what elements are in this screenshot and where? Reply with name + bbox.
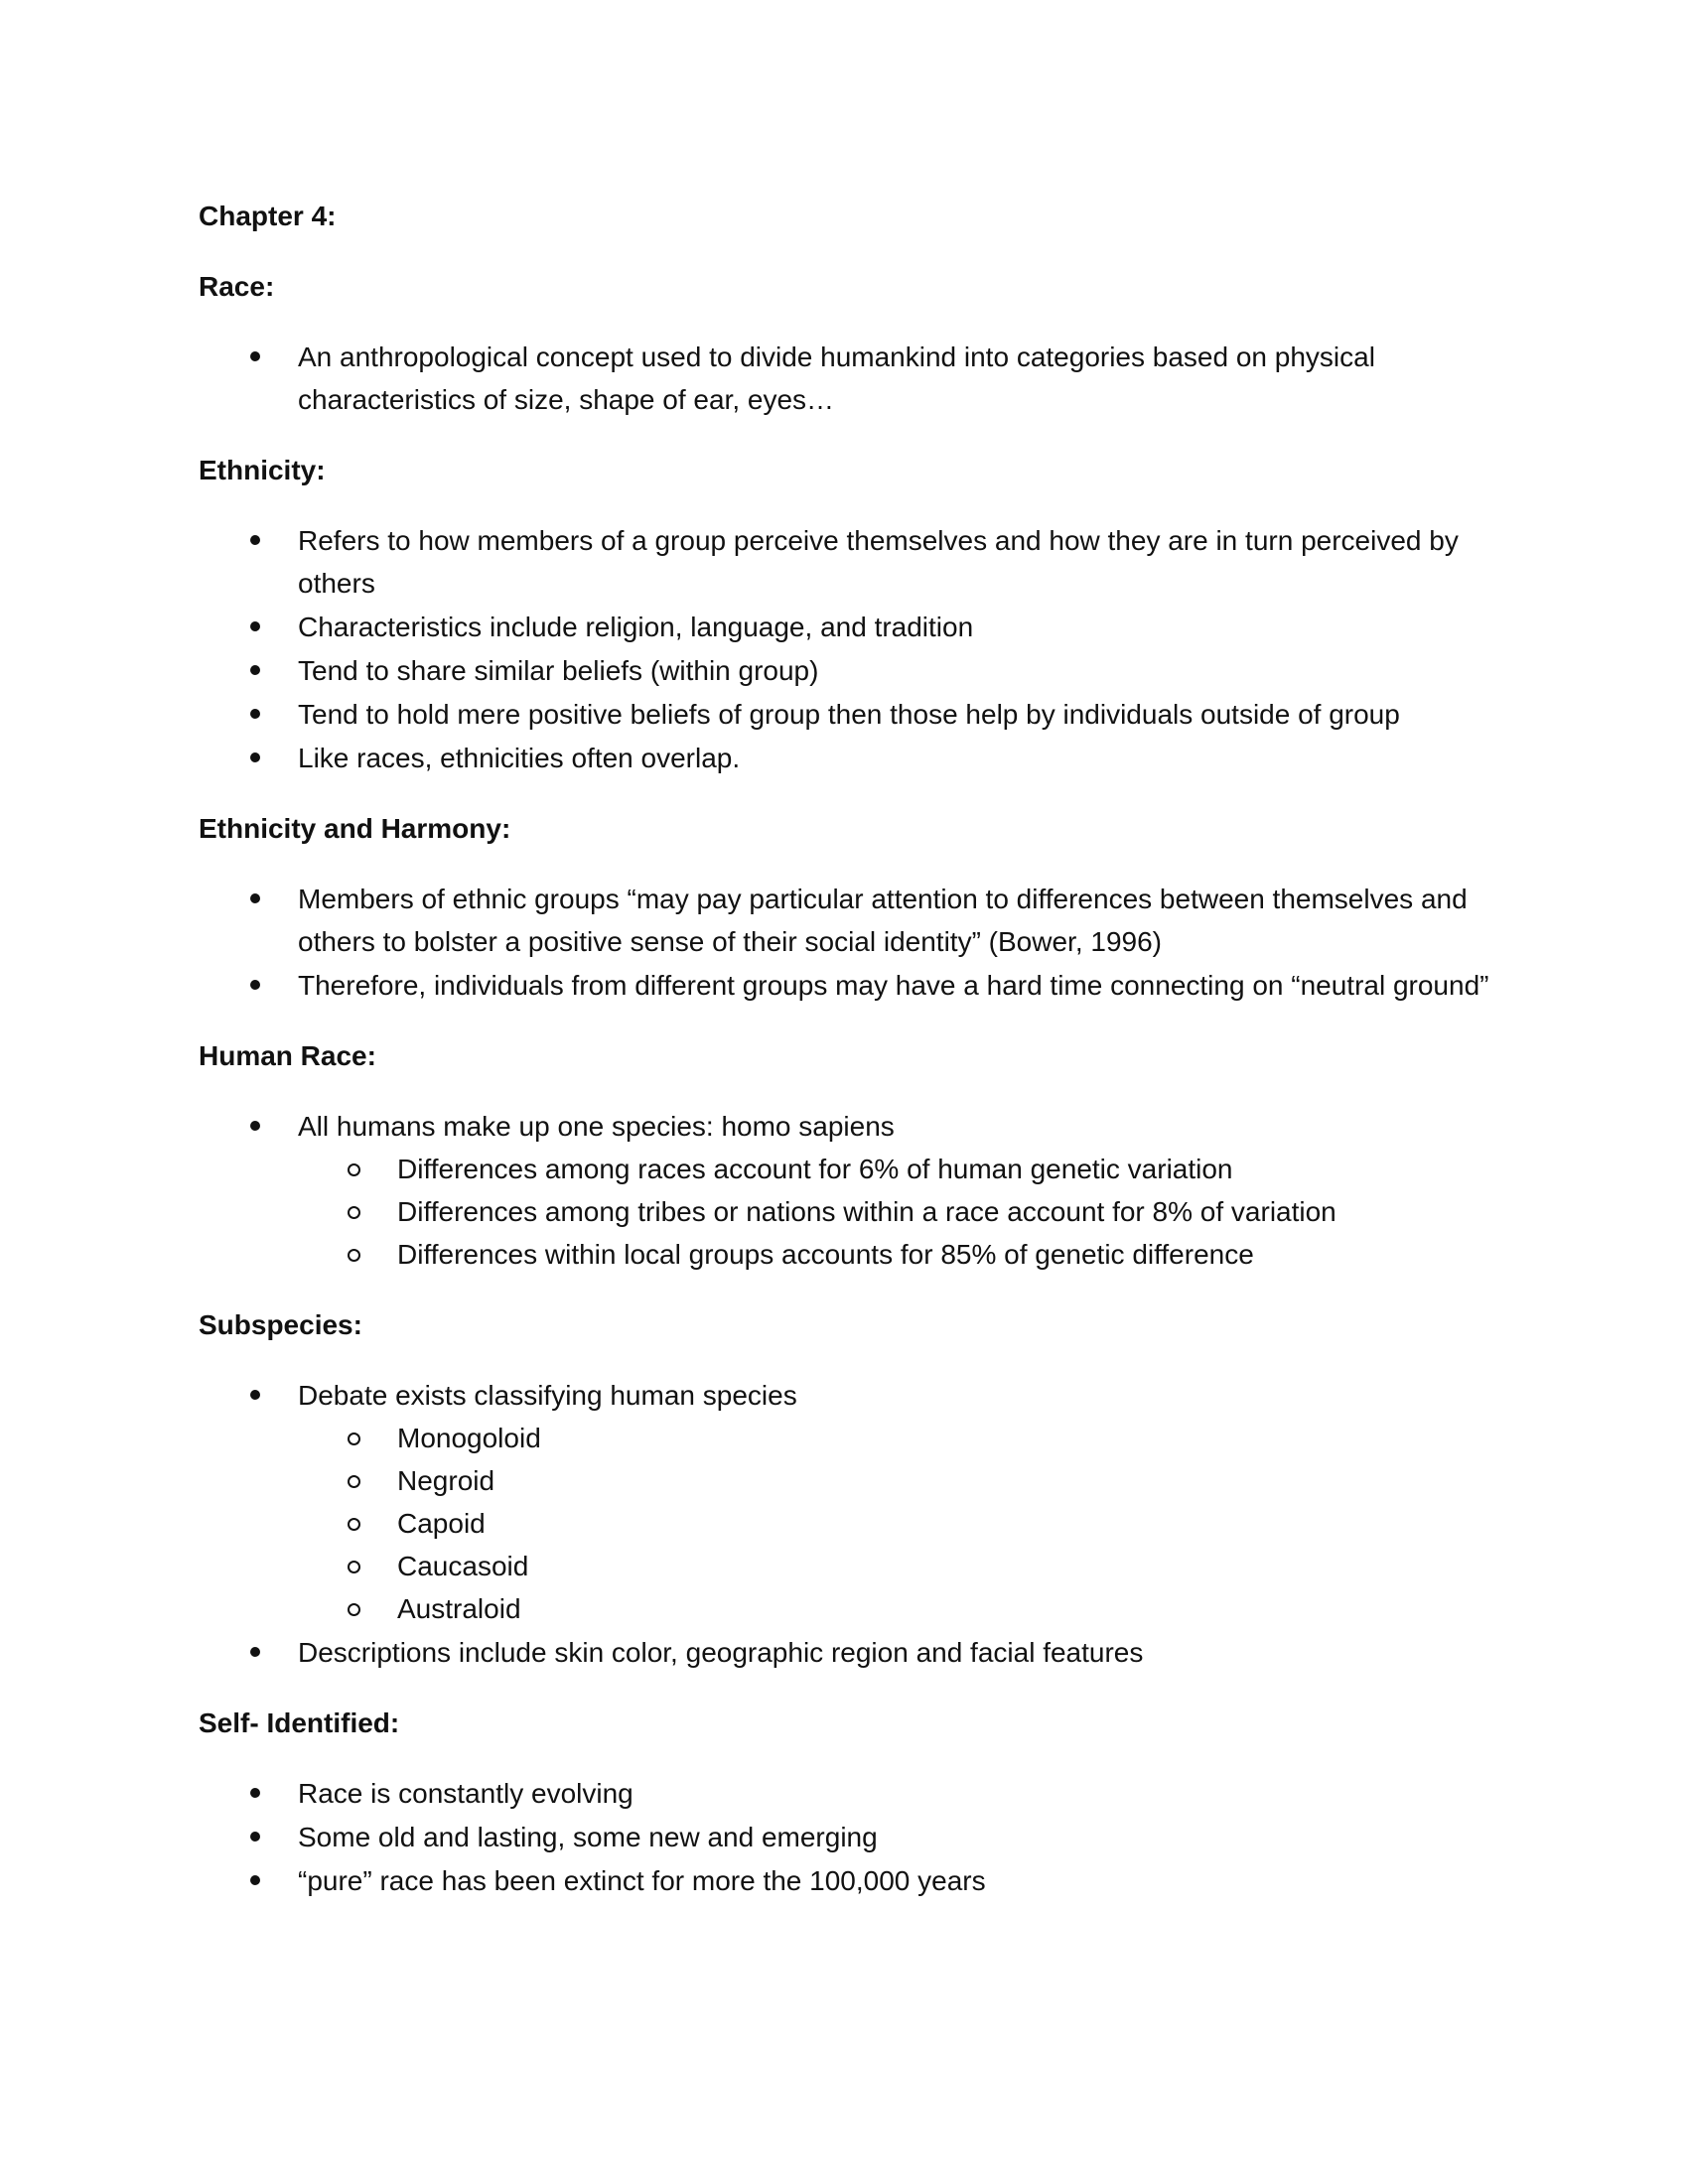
sub-list-item-text: Differences within local groups accounts for 85% of genetic difference: [397, 1239, 1254, 1270]
list-item: [199, 737, 1489, 779]
list-item-text: Refers to how members of a group perceive themselves and how they are in turn perceived by others: [298, 525, 1459, 599]
hollow-bullet-icon: [348, 1603, 360, 1616]
list-item: [199, 1816, 1489, 1858]
hollow-bullet-icon: [348, 1249, 360, 1262]
list-item: [199, 606, 1489, 648]
bullet-list: [199, 519, 1489, 779]
list-item: [199, 649, 1489, 692]
section: [199, 1702, 1489, 1902]
bullet-icon: [250, 665, 260, 675]
bullet-list: [199, 336, 1489, 421]
list-item: [199, 1772, 1489, 1815]
list-item-text: All humans make up one species: homo sapiens: [298, 1111, 895, 1142]
list-item-text: Descriptions include skin color, geographic region and facial features: [298, 1637, 1144, 1668]
list-item: [199, 1105, 1489, 1276]
bullet-list: [199, 1374, 1489, 1674]
bullet-icon: [250, 621, 260, 631]
sub-list-item-text: Differences among races account for 6% of human genetic variation: [397, 1154, 1233, 1184]
bullet-icon: [250, 535, 260, 545]
bullet-icon: [250, 752, 260, 762]
section: [199, 1303, 1489, 1674]
list-item-text: Members of ethnic groups “may pay particular attention to differences between themselves and others to bolster a positive sense of their social identity” (Bower, 1996): [298, 884, 1468, 957]
list-item-text: Tend to share similar beliefs (within group): [298, 655, 819, 686]
document-content: [199, 195, 1489, 1930]
list-item-text: “pure” race has been extinct for more the 100,000 years: [298, 1865, 986, 1896]
bullet-icon: [250, 1121, 260, 1131]
bullet-icon: [250, 1390, 260, 1400]
hollow-bullet-icon: [348, 1561, 360, 1573]
sub-list-item: [298, 1587, 1489, 1630]
hollow-bullet-icon: [348, 1475, 360, 1488]
list-item: [199, 1631, 1489, 1674]
bullet-icon: [250, 1647, 260, 1657]
bullet-list: [199, 1772, 1489, 1902]
list-item-text: An anthropological concept used to divide humankind into categories based on physical characteristics of size, shape of ear, eyes…: [298, 341, 1375, 415]
sub-list-item-text: Capoid: [397, 1508, 486, 1539]
sub-list-item: [298, 1459, 1489, 1502]
sub-list-item-text: Monogoloid: [397, 1423, 541, 1453]
bullet-list: [199, 1105, 1489, 1276]
list-item: [199, 519, 1489, 605]
hollow-bullet-icon: [348, 1518, 360, 1531]
sections-container: [199, 265, 1489, 1902]
sub-list-item: [298, 1233, 1489, 1276]
bullet-icon: [250, 980, 260, 990]
list-item-text: Tend to hold mere positive beliefs of group then those help by individuals outside of group: [298, 699, 1400, 730]
sub-list: [298, 1148, 1489, 1276]
list-item-text: Therefore, individuals from different groups may have a hard time connecting on “neutral ground”: [298, 970, 1489, 1001]
sub-list-item: [298, 1545, 1489, 1587]
list-item: [199, 336, 1489, 421]
list-item: [199, 1374, 1489, 1630]
sub-list-item-text: Caucasoid: [397, 1551, 529, 1581]
list-item-text: Like races, ethnicities often overlap.: [298, 743, 741, 773]
sub-list-item-text: Australoid: [397, 1593, 521, 1624]
bullet-icon: [250, 1832, 260, 1842]
chapter-title: Chapter 4:: [199, 201, 337, 231]
bullet-icon: [250, 1788, 260, 1798]
hollow-bullet-icon: [348, 1206, 360, 1219]
section-heading: Race:: [199, 271, 275, 302]
sub-list-item: [298, 1417, 1489, 1459]
list-item-text: Some old and lasting, some new and emerging: [298, 1822, 878, 1852]
section-heading: Human Race:: [199, 1040, 376, 1071]
list-item-text: Characteristics include religion, language, and tradition: [298, 612, 974, 642]
section: [199, 1034, 1489, 1276]
section-heading: Subspecies:: [199, 1309, 362, 1340]
list-item: [199, 878, 1489, 963]
section: [199, 265, 1489, 421]
list-item: [199, 964, 1489, 1007]
sub-list-item-text: Differences among tribes or nations within a race account for 8% of variation: [397, 1196, 1336, 1227]
sub-list-item-text: Negroid: [397, 1465, 495, 1496]
hollow-bullet-icon: [348, 1433, 360, 1445]
bullet-icon: [250, 1875, 260, 1885]
bullet-icon: [250, 351, 260, 361]
section: [199, 449, 1489, 779]
section-heading: Ethnicity and Harmony:: [199, 813, 511, 844]
sub-list-item: [298, 1190, 1489, 1233]
sub-list-item: [298, 1148, 1489, 1190]
bullet-icon: [250, 893, 260, 903]
section-heading: Self- Identified:: [199, 1707, 400, 1738]
list-item: [199, 1859, 1489, 1902]
list-item-text: Debate exists classifying human species: [298, 1380, 797, 1411]
list-item-text: Race is constantly evolving: [298, 1778, 633, 1809]
section-heading: Ethnicity:: [199, 455, 326, 485]
sub-list: [298, 1417, 1489, 1630]
bullet-icon: [250, 709, 260, 719]
sub-list-item: [298, 1502, 1489, 1545]
section: [199, 807, 1489, 1007]
hollow-bullet-icon: [348, 1163, 360, 1176]
list-item: [199, 693, 1489, 736]
bullet-list: [199, 878, 1489, 1007]
